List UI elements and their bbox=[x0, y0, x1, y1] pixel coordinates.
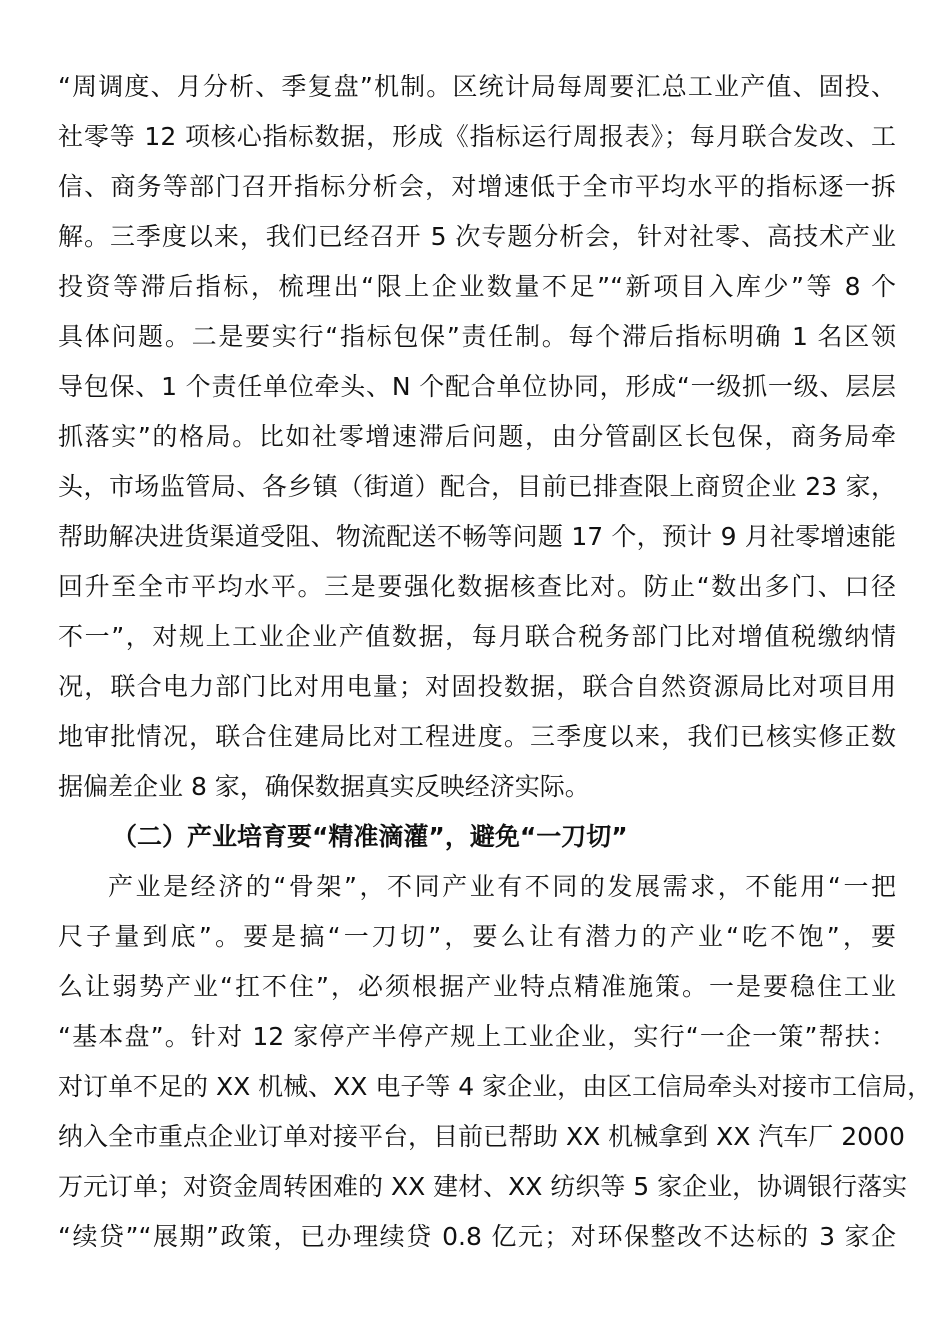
text-line: 具体问题。二是要实行“指标包保”责任制。每个滞后指标明确 1 名区领 bbox=[58, 322, 896, 351]
text-line: 解。三季度以来，我们已经召开 5 次专题分析会，针对社零、高技术产业 bbox=[58, 222, 896, 251]
text-line: 信、商务等部门召开指标分析会，对增速低于全市平均水平的指标逐一拆 bbox=[58, 172, 896, 201]
text-line: 纳入全市重点企业订单对接平台，目前已帮助 XX 机械拿到 XX 汽车厂 2000 bbox=[58, 1122, 905, 1151]
text-line: 帮助解决进货渠道受阻、物流配送不畅等问题 17 个，预计 9 月社零增速能 bbox=[58, 522, 896, 551]
text-line: 社零等 12 项核心指标数据，形成《指标运行周报表》；每月联合发改、工 bbox=[58, 122, 896, 151]
section-heading: （二）产业培育要“精准滴灌”，避免“一刀切” bbox=[112, 822, 628, 851]
text-line: 万元订单；对资金周转困难的 XX 建材、XX 纺织等 5 家企业，协调银行落实 bbox=[58, 1172, 908, 1201]
text-line: 况，联合电力部门比对用电量；对固投数据，联合自然资源局比对项目用 bbox=[58, 672, 896, 701]
text-line: “续贷”“展期”政策，已办理续贷 0.8 亿元；对环保整改不达标的 3 家企 bbox=[58, 1222, 896, 1251]
text-line: 不一”，对规上工业企业产值数据，每月联合税务部门比对增值税缴纳情 bbox=[58, 622, 896, 651]
text-line: 地审批情况，联合住建局比对工程进度。三季度以来，我们已核实修正数 bbox=[58, 722, 896, 751]
text-line: 抓落实”的格局。比如社零增速滞后问题，由分管副区长包保，商务局牵 bbox=[58, 422, 896, 451]
text-line-first: 产业是经济的“骨架”，不同产业有不同的发展需求，不能用“一把 bbox=[108, 872, 896, 901]
text-line: 么让弱势产业“扛不住”，必须根据产业特点精准施策。一是要稳住工业 bbox=[58, 972, 896, 1001]
text-line: 对订单不足的 XX 机械、XX 电子等 4 家企业，由区工信局牵头对接市工信局， bbox=[58, 1072, 933, 1101]
paragraph-metrics-mechanism bbox=[58, 62, 896, 812]
text-line: 尺子量到底”。要是搞“一刀切”，要么让有潜力的产业“吃不饱”，要 bbox=[58, 922, 896, 951]
text-line-last: 据偏差企业 8 家，确保数据真实反映经济实际。 bbox=[58, 772, 590, 801]
text-line: 投资等滞后指标，梳理出“限上企业数量不足”“新项目入库少”等 8 个 bbox=[58, 272, 896, 301]
text-line: “基本盘”。针对 12 家停产半停产规上工业企业，实行“一企一策”帮扶： bbox=[58, 1022, 896, 1051]
document-body bbox=[58, 62, 933, 1262]
paragraph-industry-cultivation bbox=[58, 862, 933, 1262]
text-line: “周调度、月分析、季复盘”机制。区统计局每周要汇总工业产值、固投、 bbox=[58, 72, 896, 101]
text-line: 导包保、1 个责任单位牵头、N 个配合单位协同，形成“一级抓一级、层层 bbox=[58, 372, 896, 401]
text-line: 回升至全市平均水平。三是要强化数据核查比对。防止“数出多门、口径 bbox=[58, 572, 896, 601]
text-line: 头，市场监管局、各乡镇（街道）配合，目前已排查限上商贸企业 23 家， bbox=[58, 472, 896, 501]
